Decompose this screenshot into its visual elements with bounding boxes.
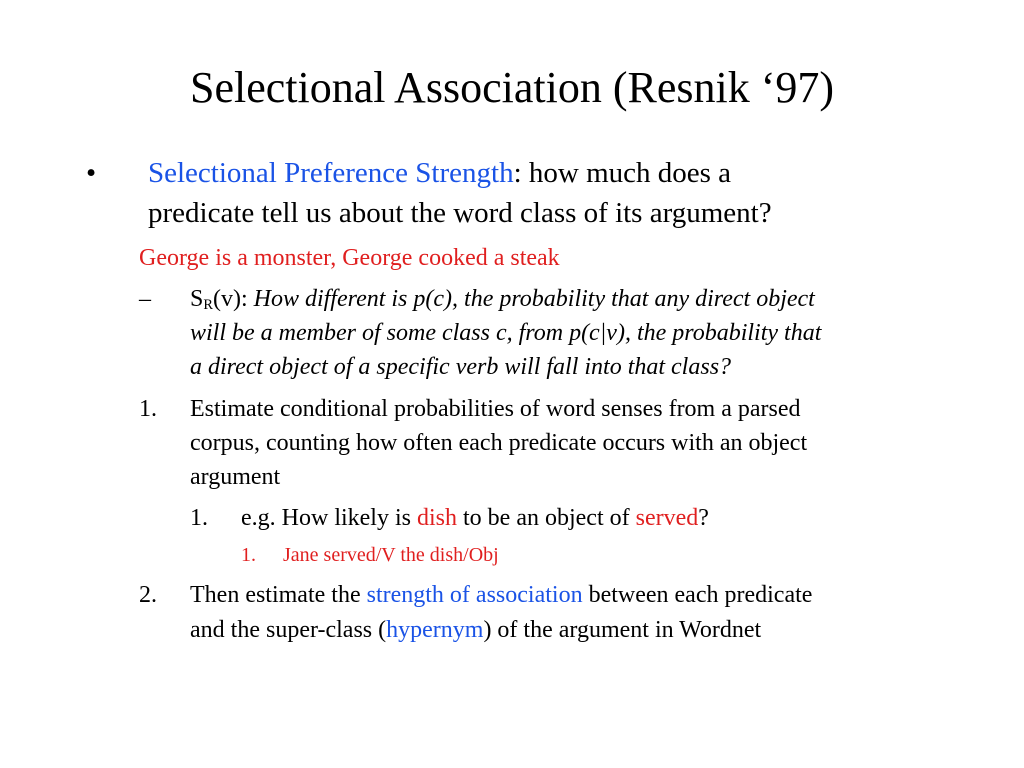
step2-line-1 bbox=[190, 578, 812, 612]
sr-symbol: S bbox=[190, 286, 204, 312]
example-sentence: George is a monster, George cooked a steak bbox=[139, 245, 560, 271]
word-served: served bbox=[635, 505, 699, 531]
sr-line-3: a direct object of a specific verb will fall into that class? bbox=[190, 354, 732, 380]
step2-pre: Then estimate the bbox=[190, 582, 367, 608]
step1-line-2: corpus, counting how often each predicate occurs with an object bbox=[190, 430, 808, 456]
step1-line-1: Estimate conditional probabilities of word senses from a parsed bbox=[190, 396, 801, 422]
step1-subsub-marker: 1. bbox=[241, 544, 256, 566]
step2-line2-post: ) of the argument in Wordnet bbox=[483, 617, 762, 643]
step2-line-2 bbox=[190, 613, 761, 647]
step2-line2-pre: and the super-class ( bbox=[190, 617, 387, 643]
step2-marker: 2. bbox=[139, 582, 157, 608]
step1-sub-text bbox=[241, 501, 709, 535]
sr-line-2: will be a member of some class c, from p(c|v), the probability that bbox=[190, 320, 822, 346]
step1-sub-pre: e.g. How likely is bbox=[241, 505, 417, 531]
step1-line-3: argument bbox=[190, 464, 281, 490]
slide-title: Selectional Association (Resnik ‘97) bbox=[190, 63, 834, 112]
dash-marker: – bbox=[139, 286, 151, 312]
step1-sub-mid: to be an object of bbox=[457, 505, 636, 531]
step1-subsub-text: Jane served/V the dish/Obj bbox=[283, 544, 499, 566]
word-dish: dish bbox=[416, 505, 457, 531]
bullet-after-term: : how much does a bbox=[513, 157, 732, 189]
bullet-marker: • bbox=[86, 157, 97, 189]
step2-post: between each predicate bbox=[582, 582, 813, 608]
sr-arg: (v): bbox=[212, 286, 254, 312]
step1-sub-marker: 1. bbox=[190, 505, 208, 531]
hypernym-term: hypernym bbox=[386, 617, 484, 643]
sr-line-1 bbox=[190, 282, 815, 316]
step2-term: strength of association bbox=[366, 582, 583, 608]
step1-sub-post: ? bbox=[698, 505, 709, 531]
bullet-line-1 bbox=[148, 156, 731, 190]
sr-subscript: R bbox=[203, 297, 213, 313]
step1-marker: 1. bbox=[139, 396, 157, 422]
sr-question-1: How different is p(c), the probability that any direct object bbox=[253, 286, 815, 312]
bullet-line-2: predicate tell us about the word class of its argument? bbox=[148, 197, 772, 229]
bullet-term: Selectional Preference Strength bbox=[148, 157, 514, 189]
